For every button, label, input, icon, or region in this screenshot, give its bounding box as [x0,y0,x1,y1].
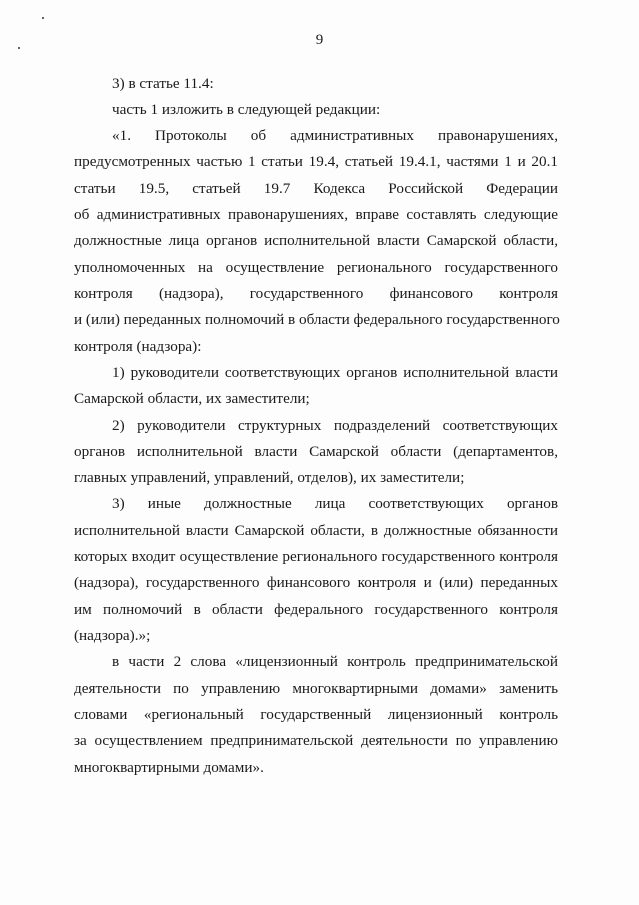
text-line: (надзора), государственного финансового контроля и (или) переданных [74,574,558,591]
text-line: контроля (надзора): [74,338,202,355]
text-line: часть 1 изложить в следующей редакции: [112,101,381,118]
text-line: 1) руководители соответствующих органов исполнительной власти [112,364,558,381]
text-line: в части 2 слова «лицензионный контроль предпринимательской [112,653,558,670]
text-line: статьи 19.5, статьей 19.7 Кодекса Российской Федерации [74,180,558,197]
text-line: словами «региональный государственный лицензионный контроль [74,706,558,723]
text-line: 3) в статье 11.4: [112,75,214,92]
text-line: и (или) переданных полномочий в области федерального государственного [74,311,560,328]
text-line: 3) иные должностные лица соответствующих органов [112,495,558,512]
text-line: должностные лица органов исполнительной власти Самарской области, [74,232,558,249]
text-line: об административных правонарушениях, вправе составлять следующие [74,206,558,223]
text-line: (надзора).»; [74,627,151,644]
text-line: им полномочий в области федерального государственного контроля [74,601,558,618]
text-line: органов исполнительной власти Самарской области (департаментов, [74,443,558,460]
page-number: 9 [315,32,324,48]
text-line: предусмотренных частью 1 статьи 19.4, статьей 19.4.1, частями 1 и 20.1 [74,153,558,170]
text-line: за осуществлением предпринимательской деятельности по управлению [74,732,558,749]
text-line: уполномоченных на осуществление регионального государственного [74,259,558,276]
text-line: «1. Протоколы об административных правонарушениях, [112,127,558,144]
text-line: 2) руководители структурных подразделений соответствующих [112,417,558,434]
text-line: исполнительной власти Самарской области, в должностные обязанности [74,522,558,539]
text-line: контроля (надзора), государственного финансового контроля [74,285,558,302]
text-line: деятельности по управлению многоквартирными домами» заменить [74,680,558,697]
text-line: которых входит осуществление регионального государственного контроля [74,548,558,565]
text-line: многоквартирными домами». [74,759,264,776]
text-line: Самарской области, их заместители; [74,390,310,407]
text-line: главных управлений, управлений, отделов), их заместители; [74,469,465,486]
scan-speck [42,17,44,19]
